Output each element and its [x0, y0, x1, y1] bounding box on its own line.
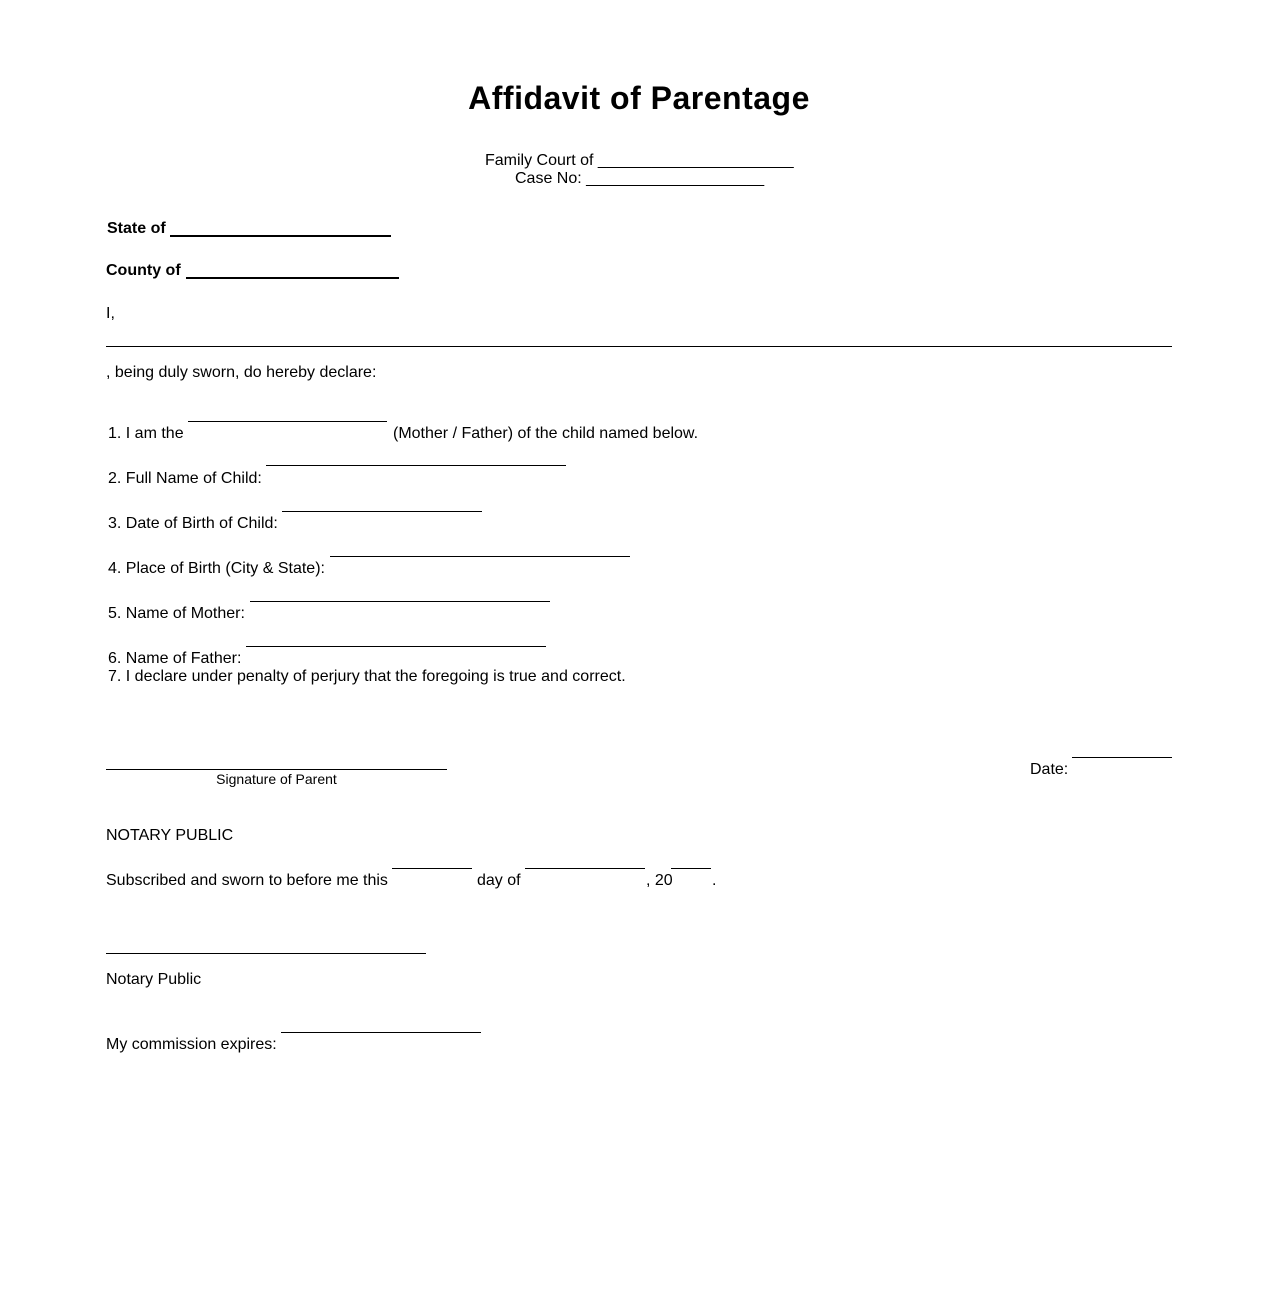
state-field[interactable] — [170, 235, 391, 237]
year-prefix-label: , 20 — [646, 872, 673, 889]
parent-role-field[interactable] — [188, 421, 387, 422]
family-court-label: Family Court of — [485, 152, 594, 169]
parent-signature-caption: Signature of Parent — [216, 771, 337, 787]
item-7-statement: 7. I declare under penalty of perjury that the foregoing is true and correct. — [108, 668, 626, 685]
day-of-label: day of — [477, 872, 521, 889]
signature-date-field[interactable] — [1072, 757, 1172, 758]
item-6-label: 6. Name of Father: — [108, 650, 242, 667]
item-1-suffix: (Mother / Father) of the child named below. — [393, 425, 699, 442]
item-5-label: 5. Name of Mother: — [108, 605, 245, 622]
family-court-blank[interactable]: ______________________ — [597, 152, 794, 169]
family-court-row — [485, 152, 794, 170]
item-3-label: 3. Date of Birth of Child: — [108, 515, 278, 532]
commission-expires-label: My commission expires: — [106, 1036, 277, 1053]
subscribed-prefix: Subscribed and sworn to before me this — [106, 872, 388, 889]
item-4-label: 4. Place of Birth (City & State): — [108, 560, 325, 577]
item-1-prefix: 1. I am the — [108, 425, 184, 442]
county-field[interactable] — [186, 277, 399, 279]
parent-signature-field[interactable] — [106, 769, 447, 770]
child-name-field[interactable] — [266, 465, 566, 466]
notary-signature-field[interactable] — [106, 953, 426, 954]
notary-month-field[interactable] — [525, 868, 645, 869]
father-name-field[interactable] — [246, 646, 546, 647]
birth-place-field[interactable] — [330, 556, 630, 557]
mother-name-field[interactable] — [250, 601, 550, 602]
commission-expires-field[interactable] — [281, 1032, 481, 1033]
notary-year-field[interactable] — [671, 868, 711, 869]
signature-date-label: Date: — [1030, 761, 1069, 778]
child-birth-date-field[interactable] — [282, 511, 482, 512]
item-2-label: 2. Full Name of Child: — [108, 470, 262, 487]
declarant-name-field[interactable] — [106, 346, 1172, 347]
case-number-blank[interactable]: ____________________ — [586, 170, 765, 187]
notary-heading: NOTARY PUBLIC — [106, 827, 234, 844]
notary-day-field[interactable] — [392, 868, 472, 869]
case-number-label: Case No: — [515, 170, 582, 187]
page-title: Affidavit of Parentage — [468, 80, 810, 116]
declarant-label: I, — [106, 305, 115, 322]
sentence-period: . — [712, 872, 717, 889]
case-number-row — [515, 170, 764, 188]
sworn-statement: , being duly sworn, do hereby declare: — [106, 364, 377, 381]
notary-signature-caption: Notary Public — [106, 971, 202, 988]
county-label: County of — [106, 262, 181, 279]
state-label: State of — [107, 220, 166, 237]
